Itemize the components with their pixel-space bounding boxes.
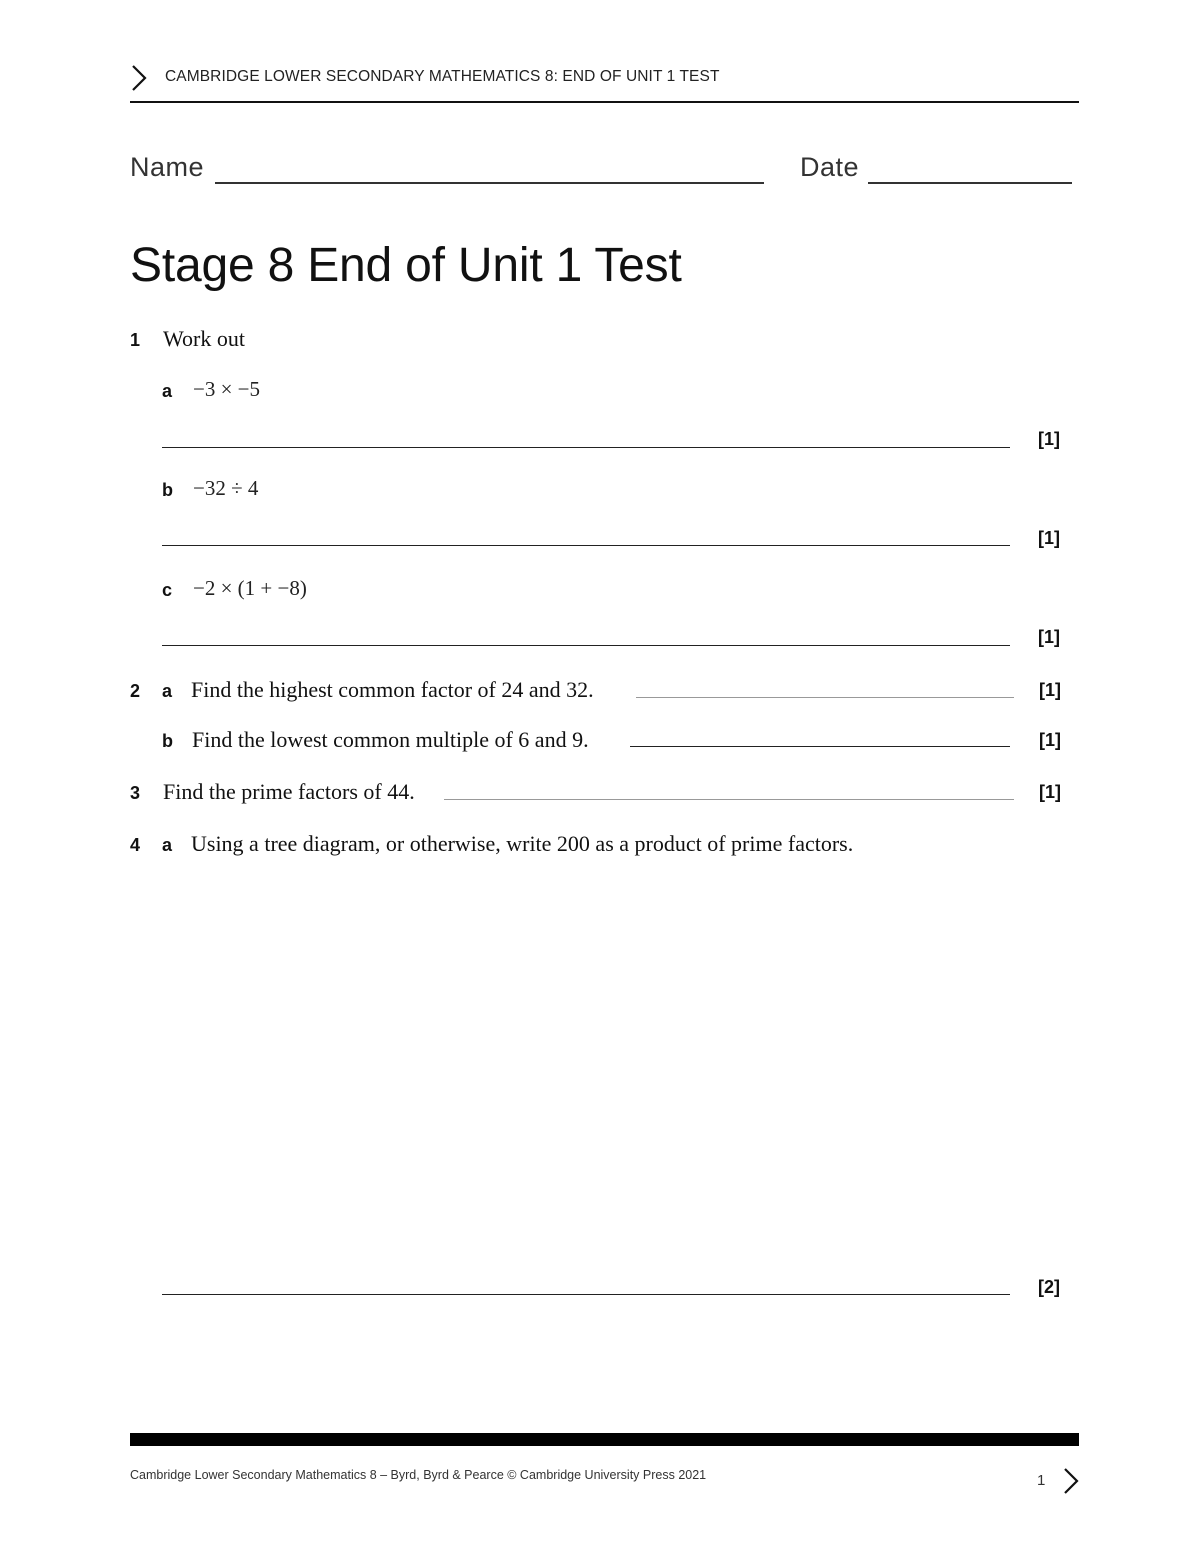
question-text: Find the lowest common multiple of 6 and 9. bbox=[192, 727, 589, 752]
question-text: Find the highest common factor of 24 and 32. bbox=[191, 677, 594, 702]
question-text: Using a tree diagram, or otherwise, write 200 as a product of prime factors. bbox=[191, 831, 854, 856]
answer-line[interactable] bbox=[162, 1294, 1010, 1295]
part-label: a bbox=[162, 381, 173, 401]
answer-line[interactable] bbox=[630, 746, 1010, 747]
next-page-chevron-icon[interactable] bbox=[1060, 1467, 1082, 1495]
mark-allocation: [1] bbox=[1038, 429, 1060, 449]
question-number: 1 bbox=[130, 330, 141, 350]
question-text: Work out bbox=[163, 326, 245, 351]
answer-line[interactable] bbox=[444, 799, 1014, 800]
math-expression: −32 ÷ 4 bbox=[193, 476, 259, 500]
math-expression: −3 × −5 bbox=[193, 377, 261, 401]
answer-line[interactable] bbox=[162, 645, 1010, 646]
date-label: Date bbox=[800, 152, 860, 182]
working-space[interactable] bbox=[130, 870, 1079, 1270]
mark-allocation: [1] bbox=[1038, 528, 1060, 548]
chevron-right-icon bbox=[128, 64, 150, 92]
footer-bar bbox=[130, 1433, 1079, 1446]
answer-line[interactable] bbox=[162, 545, 1010, 546]
header-divider bbox=[130, 101, 1079, 103]
question-number: 4 bbox=[130, 835, 141, 855]
mark-allocation: [1] bbox=[1039, 730, 1061, 750]
part-label: a bbox=[162, 681, 173, 701]
footer-credit: Cambridge Lower Secondary Mathematics 8 – Byrd, Byrd & Pearce © Cambridge University Press 2021 bbox=[130, 1468, 707, 1482]
date-field[interactable] bbox=[868, 182, 1072, 184]
question-number: 2 bbox=[130, 681, 141, 701]
page-title: Stage 8 End of Unit 1 Test bbox=[130, 239, 682, 292]
question-text: Find the prime factors of 44. bbox=[163, 779, 415, 804]
answer-line[interactable] bbox=[636, 697, 1014, 698]
mark-allocation: [1] bbox=[1039, 680, 1061, 700]
answer-line[interactable] bbox=[162, 447, 1010, 448]
name-field[interactable] bbox=[215, 182, 764, 184]
header-title: CAMBRIDGE LOWER SECONDARY MATHEMATICS 8: END OF UNIT 1 TEST bbox=[165, 68, 720, 85]
mark-allocation: [1] bbox=[1039, 782, 1061, 802]
math-expression: −2 × (1 + −8) bbox=[193, 576, 307, 600]
mark-allocation: [1] bbox=[1038, 627, 1060, 647]
mark-allocation: [2] bbox=[1038, 1277, 1060, 1297]
part-label: a bbox=[162, 835, 173, 855]
part-label: b bbox=[162, 480, 173, 500]
name-label: Name bbox=[130, 152, 205, 182]
part-label: b bbox=[162, 731, 173, 751]
part-label: c bbox=[162, 580, 173, 600]
question-number: 3 bbox=[130, 783, 141, 803]
page-number: 1 bbox=[1037, 1472, 1046, 1489]
